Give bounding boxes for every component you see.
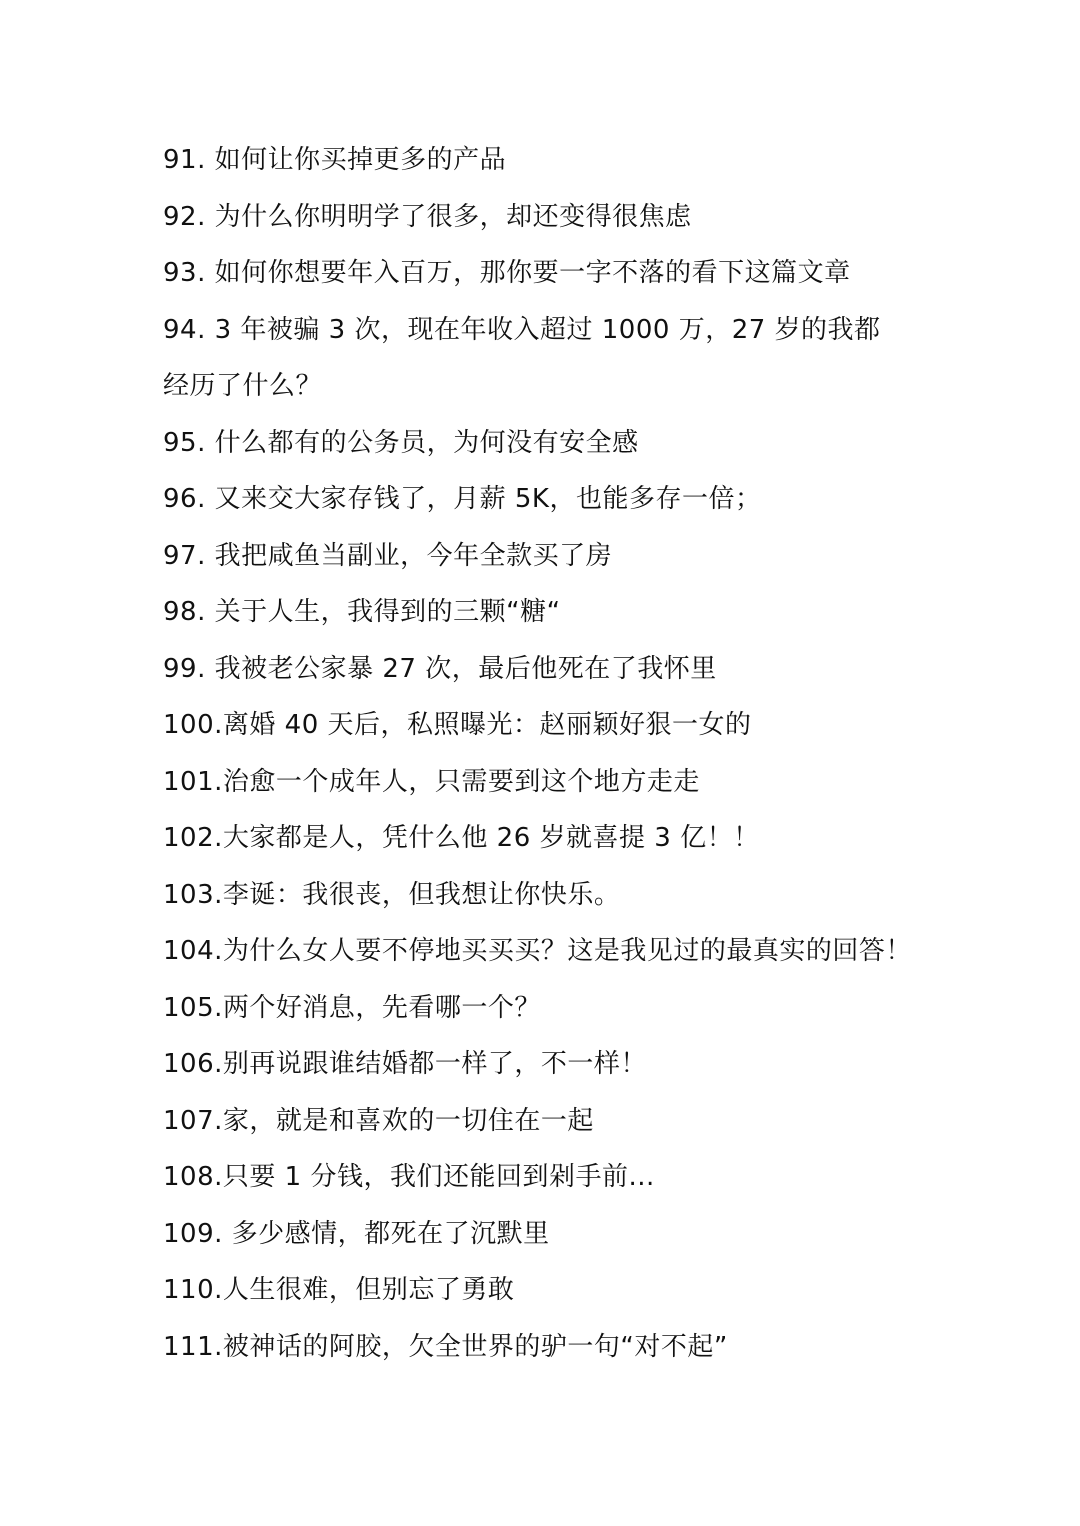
list-item: 111.被神话的阿胶，欠全世界的驴一句“对不起” [163, 1331, 728, 1362]
title-list [163, 132, 923, 1375]
list-item: 103.李诞：我很丧，但我想让你快乐。 [163, 879, 621, 910]
list-item: 109. 多少感情，都死在了沉默里 [163, 1218, 550, 1249]
list-item: 94. 3 年被骗 3 次，现在年收入超过 1000 万，27 岁的我都 [163, 314, 881, 345]
list-item: 102.大家都是人，凭什么他 26 岁就喜提 3 亿！！ [163, 823, 760, 853]
list-item: 98. 关于人生，我得到的三颗“糖“ [163, 597, 561, 627]
list-item: 106.别再说跟谁结婚都一样了，不一样！ [163, 1049, 647, 1079]
list-item: 93. 如何你想要年入百万，那你要一字不落的看下这篇文章 [163, 258, 851, 288]
list-item: 97. 我把咸鱼当副业，今年全款买了房 [163, 540, 613, 571]
list-item: 105.两个好消息，先看哪一个？ [163, 992, 541, 1023]
list-item: 100.离婚 40 天后，私照曝光：赵丽颖好狠一女的 [163, 710, 752, 740]
list-item: 104.为什么女人要不停地买买买？这是我见过的最真实的回答！ [163, 936, 912, 966]
list-item: 108.只要 1 分钱，我们还能回到剁手前... [163, 1162, 655, 1192]
list-item: 101.治愈一个成年人，只需要到这个地方走走 [163, 766, 700, 797]
list-item: 96. 又来交大家存钱了，月薪 5K，也能多存一倍； [163, 484, 762, 514]
list-item: 92. 为什么你明明学了很多，却还变得很焦虑 [163, 201, 692, 232]
list-item: 95. 什么都有的公务员，为何没有安全感 [163, 427, 639, 458]
list-item-continuation: 经历了什么？ [163, 371, 323, 401]
list-item: 99. 我被老公家暴 27 次，最后他死在了我怀里 [163, 653, 717, 684]
list-item: 91. 如何让你买掉更多的产品 [163, 145, 507, 175]
list-item: 107.家，就是和喜欢的一切住在一起 [163, 1105, 594, 1136]
list-item: 110.人生很难，但别忘了勇敢 [163, 1275, 515, 1305]
